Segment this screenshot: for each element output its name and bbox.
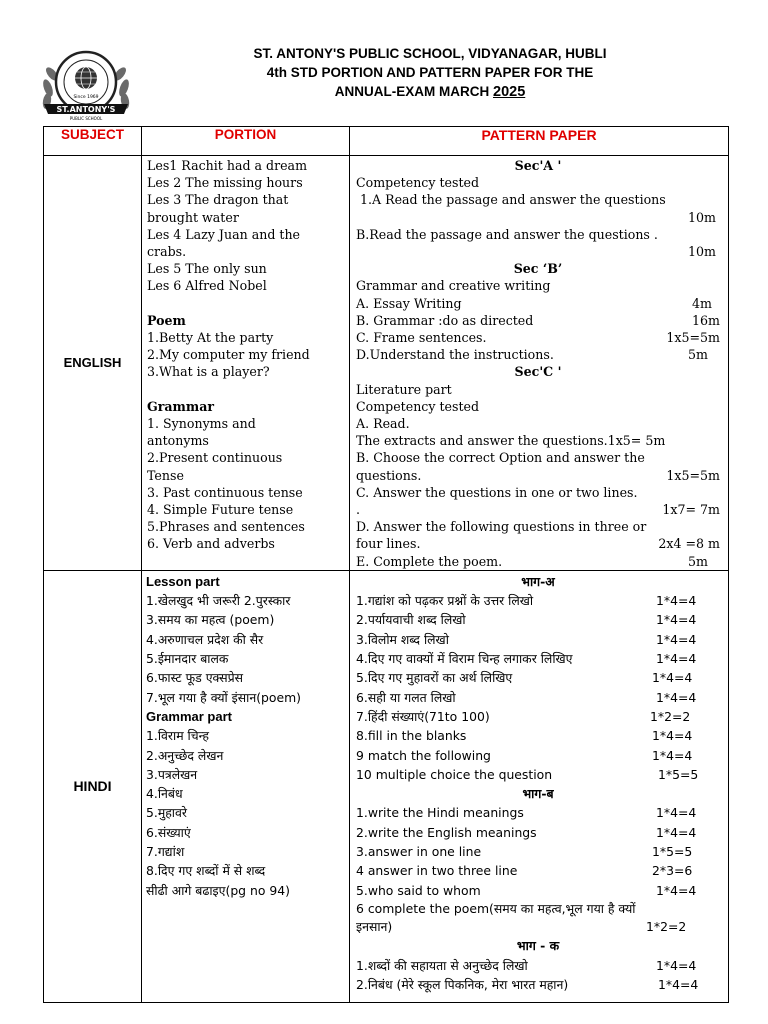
pattern-line: B. Grammar :do as directed 16m [356, 312, 720, 328]
english-grammar-heading: Grammar [147, 398, 214, 414]
english-lesson: Les 2 The missing hours [147, 175, 303, 191]
hindi-section-b-heading: भाग-ब [522, 786, 554, 802]
pattern-line: C. Answer the questions in one or two lines. [356, 484, 638, 500]
table-header-row [44, 127, 729, 156]
pattern-marks: 16m [692, 312, 720, 328]
hindi-row [44, 570, 729, 1002]
english-lesson: Les 3 The dragon that [147, 192, 289, 208]
pattern-line: 1.गद्यांश को पढ़कर प्रश्नों के उत्तर लिखो 1*4=4 [356, 591, 720, 610]
english-lesson: crabs. [147, 244, 187, 260]
pattern-marks: 1x5=5m [666, 330, 720, 346]
pattern-marks: 1*4=4 [656, 824, 697, 840]
english-grammar-item: 6. Verb and adverbs [147, 536, 275, 552]
english-poem: 2.My computer my friend [147, 347, 310, 363]
hindi-lesson: 4.अरुणाचल प्रदेश की सैर [146, 631, 264, 647]
logo-band-text: ST.ANTONY'S [56, 105, 116, 114]
english-lesson: brought water [147, 209, 239, 225]
exam-name: ANNUAL-EXAM MARCH [334, 84, 490, 99]
pattern-marks: 1*5=5 [658, 766, 699, 782]
pattern-marks: 5m [688, 347, 708, 363]
english-grammar-item: 3. Past continuous tense [147, 484, 303, 500]
document-title: 4th STD PORTION AND PATTERN PAPER FOR THE [266, 65, 594, 80]
pattern-marks: 1*4=4 [656, 593, 697, 609]
header-portion: PORTION [142, 127, 350, 156]
pattern-line: 2.write the English meanings 1*4=4 [356, 823, 720, 842]
portion-table [43, 126, 729, 1003]
pattern-line: C. Frame sentences. 1x5=5m [356, 330, 720, 346]
pattern-marks: 1*4=4 [656, 957, 697, 973]
pattern-marks: 2*3=6 [652, 863, 693, 879]
pattern-line: The extracts and answer the questions.1x5= 5m [356, 433, 666, 449]
hindi-portion [142, 570, 350, 1002]
pattern-line: Competency tested [356, 398, 480, 414]
pattern-line: 3.answer in one line 1*5=5 [356, 842, 720, 861]
pattern-line: 5.who said to whom 1*4=4 [356, 881, 720, 900]
hindi-grammar-item: 2.अनुच्छेद लेखन [146, 747, 224, 763]
hindi-grammar-item: सीढी आगे बढाइए(pg no 94) [146, 882, 290, 898]
pattern-marks: 1*4=4 [652, 728, 693, 744]
pattern-line: B. Choose the correct Option and answer the [356, 450, 645, 466]
english-lesson: Les 4 Lazy Juan and the [147, 226, 301, 242]
header-pattern: PATTERN PAPER [350, 127, 729, 156]
pattern-line: . 1x7= 7m [356, 502, 720, 518]
pattern-marks: 1*2=2 [650, 708, 691, 724]
header-subject: SUBJECT [44, 127, 142, 156]
pattern-line: 10 multiple choice the question 1*5=5 [356, 765, 720, 784]
document-header [150, 44, 710, 102]
pattern-line: A. Read. [356, 416, 410, 432]
pattern-marks: 1*4=4 [656, 689, 697, 705]
hindi-grammar-item: 4.निबंध [146, 786, 183, 802]
pattern-line: B.Read the passage and answer the questions . [356, 226, 658, 242]
pattern-line: questions. 1x5=5m [356, 467, 720, 483]
hindi-grammar-item: 1.विराम चिन्ह [146, 728, 209, 744]
pattern-line: Literature part [356, 381, 452, 397]
pattern-line: 2.पर्यायवाची शब्द लिखो 1*4=4 [356, 610, 720, 629]
hindi-lesson: 1.खेलखुद भी जरूरी 2.पुरस्कार [146, 593, 291, 609]
pattern-marks: 10m [688, 244, 716, 260]
hindi-pattern [350, 570, 729, 1002]
pattern-line: 1.write the Hindi meanings 1*4=4 [356, 803, 720, 822]
hindi-grammar-item: 3.पत्रलेखन [146, 766, 198, 782]
pattern-marks: 2x4 =8 m [658, 536, 720, 552]
pattern-line: 8.fill in the blanks 1*4=4 [356, 726, 720, 745]
hindi-grammar-item: 6.संख्याएं [146, 824, 191, 840]
hindi-section-a-heading: भाग-अ [521, 573, 555, 589]
english-poem: 3.What is a player? [147, 364, 270, 380]
pattern-line: D. Answer the following questions in three or [356, 519, 647, 535]
hindi-lesson: 7.भूल गया है क्यों इंसान(poem) [146, 689, 302, 705]
pattern-line: 6 complete the poem(समय का महत्व,भूल गया है क्यों [356, 900, 636, 916]
school-name: ST. ANTONY'S PUBLIC SCHOOL, VIDYANAGAR, HUBLI [253, 46, 607, 61]
english-row [44, 156, 729, 571]
pattern-line: D.Understand the instructions. 5m [356, 346, 720, 363]
pattern-marks: 1x5=5m [666, 467, 720, 483]
english-grammar-item: Tense [147, 467, 184, 483]
pattern-marks: 1x7= 7m [662, 502, 720, 518]
english-pattern [350, 156, 729, 571]
hindi-grammar-item: 8.दिए गए शब्दों में से शब्द [146, 863, 266, 879]
pattern-marks: 1*5=5 [652, 844, 693, 860]
hindi-grammar-item: 7.गद्यांश [146, 844, 185, 860]
english-lesson: Les 6 Alfred Nobel [147, 278, 267, 294]
pattern-marks: 10m [688, 209, 716, 225]
pattern-line: 9 match the following 1*4=4 [356, 746, 720, 765]
hindi-lesson: 5.ईमानदार बालक [146, 651, 229, 667]
hindi-lesson: 3.समय का महत्व (poem) [146, 612, 275, 628]
logo-since-text: Since 1969 [73, 95, 99, 100]
pattern-line: 1.A Read the passage and answer the questions [356, 192, 666, 208]
exam-year: 2025 [493, 84, 526, 100]
pattern-line: 6.सही या गलत लिखो 1*4=4 [356, 688, 720, 707]
english-poem-heading: Poem [147, 312, 186, 328]
pattern-line: 1.शब्दों की सहायता से अनुच्छेद लिखो 1*4=4 [356, 956, 720, 975]
pattern-line: Competency tested [356, 175, 480, 191]
pattern-marks: 1*4=4 [652, 670, 693, 686]
hindi-grammar-item: 5.मुहावरे [146, 805, 187, 821]
pattern-line: 5.दिए गए मुहावरों का अर्थ लिखिए 1*4=4 [356, 668, 720, 687]
subject-english: ENGLISH [44, 156, 142, 571]
english-section-b-heading: Sec ‘B’ [513, 261, 563, 277]
english-grammar-item: 5.Phrases and sentences [147, 519, 305, 535]
pattern-line: 4 answer in two three line 2*3=6 [356, 861, 720, 880]
pattern-marks: 5m [688, 553, 708, 569]
english-poem: 1.Betty At the party [147, 330, 274, 346]
english-section-a-heading: Sec'A ' [514, 158, 562, 173]
pattern-marks: 1*4=4 [656, 612, 697, 628]
pattern-line: E. Complete the poem. 5m [356, 553, 720, 570]
pattern-marks: 1*4=4 [656, 882, 697, 898]
school-logo [38, 48, 134, 124]
hindi-section-c-heading: भाग - क [516, 938, 560, 954]
hindi-lesson: 6.फास्ट फूड एक्सप्रेस [146, 670, 244, 686]
english-lesson: Les1 Rachit had a dream [147, 158, 308, 173]
english-lesson: Les 5 The only sun [147, 261, 267, 277]
pattern-marks: *4=4 [665, 976, 699, 992]
english-grammar-item: antonyms [147, 433, 209, 449]
english-grammar-item: 2.Present continuous [147, 450, 283, 466]
pattern-line: Grammar and creative writing [356, 278, 551, 294]
hindi-grammar-heading: Grammar part [146, 708, 232, 724]
pattern-marks: 1*4=4 [656, 651, 697, 667]
english-section-c-heading: Sec'C ' [514, 364, 562, 380]
pattern-marks: 1*4=4 [656, 631, 697, 647]
logo-bottom-text: PUBLIC SCHOOL [69, 116, 103, 121]
exam-line [150, 82, 710, 102]
pattern-marks: 1*4=4 [656, 805, 697, 821]
hindi-lesson-heading: Lesson part [146, 573, 220, 589]
subject-hindi: HINDI [44, 570, 142, 1002]
pattern-line: 2.निबंध (मेरे स्कूल पिकनिक, मेरा भारत महान) 1*4=4 [356, 976, 699, 992]
pattern-line: इनसान) 1*2=2 [356, 917, 720, 936]
english-grammar-item: 1. Synonyms and [147, 416, 256, 432]
pattern-line: 7.हिंदी संख्याएं(71to 100) 1*2=2 [356, 707, 720, 726]
pattern-marks: 1*2=2 [646, 918, 687, 934]
pattern-marks: 4m [692, 295, 712, 311]
pattern-line: A. Essay Writing 4m [356, 295, 720, 312]
pattern-line: 4.दिए गए वाक्यों में विराम चिन्ह लगाकर लिखिए 1*4=4 [356, 649, 720, 668]
pattern-line: four lines. 2x4 =8 m [356, 536, 720, 552]
english-grammar-item: 4. Simple Future tense [147, 502, 294, 518]
english-portion [142, 156, 350, 571]
pattern-line: 3.विलोम शब्द लिखो 1*4=4 [356, 630, 720, 649]
pattern-marks-prefix: 1 [658, 976, 666, 992]
pattern-marks: 1*4=4 [652, 747, 693, 763]
